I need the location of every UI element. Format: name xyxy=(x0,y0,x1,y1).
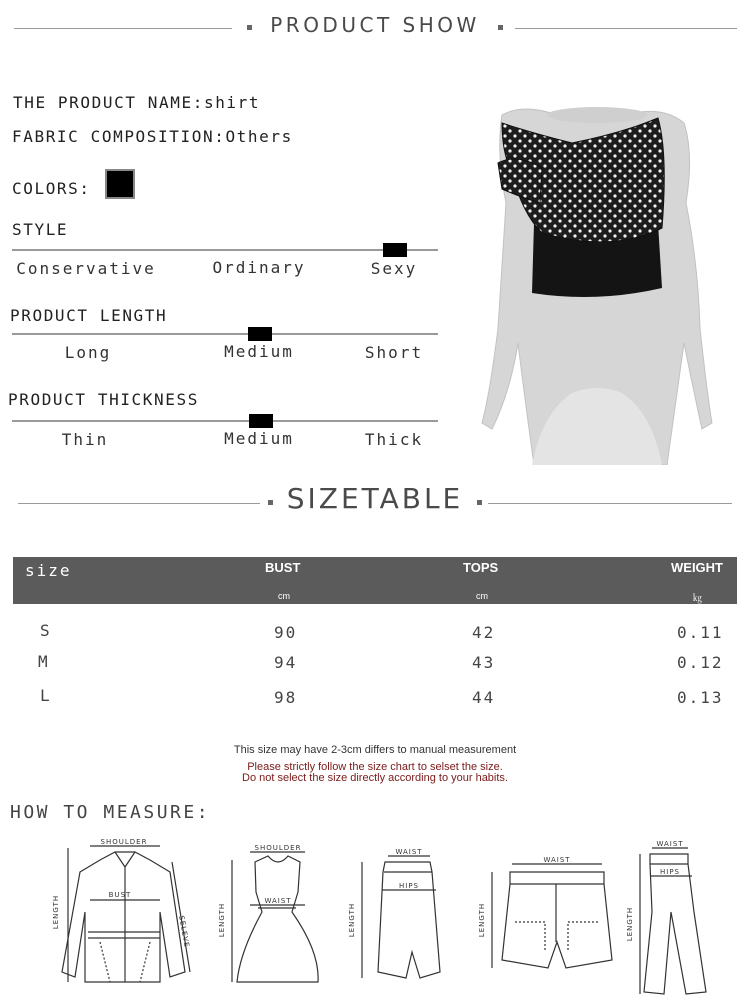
cell-size: S xyxy=(40,621,52,640)
cell-size: M xyxy=(38,652,50,671)
style-label-ordinary: Ordinary xyxy=(212,258,306,277)
shirt-diagram-icon xyxy=(62,846,190,982)
fabric-composition xyxy=(12,127,293,146)
style-label-conservative: Conservative xyxy=(16,259,156,278)
cell-bust: 98 xyxy=(274,688,298,707)
col-size: size xyxy=(25,561,72,580)
thickness-label-medium: Medium xyxy=(224,429,294,448)
dress-length-label: LENGTH xyxy=(218,902,226,938)
col-bust: BUST xyxy=(265,560,301,575)
length-label-medium: Medium xyxy=(224,342,294,361)
cell-size: L xyxy=(40,686,52,705)
shirt-bust-label: BUST xyxy=(108,891,132,899)
col-weight-unit: ㎏ xyxy=(693,593,703,603)
thickness-scale-marker xyxy=(249,414,273,428)
cell-tops: 44 xyxy=(472,688,496,707)
divider-right xyxy=(488,503,732,504)
style-scale-track xyxy=(12,249,438,251)
length-label-short: Short xyxy=(364,343,424,362)
cell-bust: 90 xyxy=(274,623,298,642)
cell-bust: 94 xyxy=(274,653,298,672)
thickness-title: PRODUCT THICKNESS xyxy=(8,390,199,409)
how-to-measure-title: HOW TO MEASURE: xyxy=(10,802,211,823)
product-show-title: PRODUCT SHOW xyxy=(270,13,480,37)
divider-dot xyxy=(477,500,482,505)
thickness-label-thick: Thick xyxy=(364,430,424,449)
cell-tops: 43 xyxy=(472,653,496,672)
skirt-diagram-icon xyxy=(362,856,440,978)
thickness-scale-track xyxy=(12,420,438,422)
measure-diagrams xyxy=(0,832,750,1000)
length-label-long: Long xyxy=(64,343,112,362)
col-tops-unit: cm xyxy=(476,591,488,601)
dress-waist-label: WAIST xyxy=(264,897,292,905)
note-habits: Do not select the size directly according to your habits. xyxy=(242,772,508,784)
length-scale-marker xyxy=(248,327,272,341)
note-size-chart: Please strictly follow the size chart to selset the size. xyxy=(247,761,503,773)
shirt-sleeve-label: SELEVE xyxy=(177,915,191,949)
cell-weight: 0.13 xyxy=(677,688,724,707)
pants-waist-label: WAIST xyxy=(656,840,684,848)
fabric-value: Others xyxy=(225,127,293,146)
dress-shoulder-label: SHOULDER xyxy=(254,844,302,852)
fabric-label: FABRIC COMPOSITION: xyxy=(12,127,226,146)
shorts-waist-label: WAIST xyxy=(543,856,571,864)
skirt-waist-label: WAIST xyxy=(395,848,423,856)
style-label-sexy: Sexy xyxy=(370,259,418,278)
divider-right xyxy=(515,28,737,29)
shorts-length-label: LENGTH xyxy=(478,902,486,938)
length-title: PRODUCT LENGTH xyxy=(10,306,168,325)
cell-weight: 0.11 xyxy=(677,623,724,642)
shirt-shoulder-label: SHOULDER xyxy=(100,838,148,846)
product-name xyxy=(13,93,260,112)
shirt-length-label: LENGTH xyxy=(52,894,60,930)
colors-label: COLORS: xyxy=(12,179,91,198)
divider-dot xyxy=(498,25,503,30)
pants-hips-label: HIPS xyxy=(660,868,680,876)
color-swatch-black[interactable] xyxy=(105,169,135,199)
skirt-length-label: LENGTH xyxy=(348,902,356,938)
skirt-hips-label: HIPS xyxy=(399,882,419,890)
style-scale-marker xyxy=(383,243,407,257)
col-tops: TOPS xyxy=(463,560,499,575)
col-bust-unit: cm xyxy=(278,591,290,601)
product-photo xyxy=(462,93,730,465)
product-name-label: THE PRODUCT NAME: xyxy=(13,93,204,112)
sizetable-title: SIZETABLE xyxy=(286,482,464,515)
style-title: STYLE xyxy=(12,220,69,239)
shorts-diagram-icon xyxy=(492,864,612,968)
size-table-header xyxy=(13,557,737,604)
cell-tops: 42 xyxy=(472,623,496,642)
pants-length-label: LENGTH xyxy=(626,906,634,942)
product-name-value: shirt xyxy=(203,93,261,112)
col-weight: WEIGHT xyxy=(671,560,723,575)
thickness-label-thin: Thin xyxy=(61,430,109,449)
dress-diagram-icon xyxy=(232,852,318,982)
note-measurement: This size may have 2-3cm differs to manual measurement xyxy=(233,744,517,756)
length-scale-track xyxy=(12,333,438,335)
cell-weight: 0.12 xyxy=(677,653,724,672)
